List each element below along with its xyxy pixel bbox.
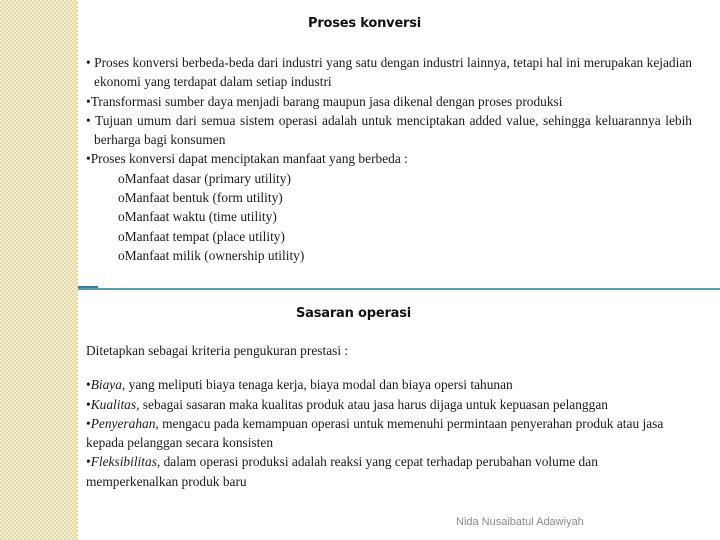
sub-list-item: oManfaat dasar (primary utility)	[118, 170, 291, 186]
criteria-term: Fleksibilitas,	[90, 454, 161, 470]
sub-list-item: oManfaat tempat (place utility)	[118, 228, 285, 244]
bullet-mark: •	[86, 396, 91, 412]
sasaran-operasi-content	[86, 341, 686, 491]
sub-bullet-mark: o	[118, 190, 125, 206]
sub-list-item: oManfaat bentuk (form utility)	[118, 190, 283, 206]
proses-konversi-content	[86, 53, 692, 265]
criteria-item: •Fleksibilitas, dalam operasi produksi adalah reaksi yang cepat terhadap perubahan volume dan memperkenalkan produk baru	[86, 454, 598, 489]
bullet-mark: •	[86, 377, 91, 393]
bullet-mark: •	[86, 454, 91, 470]
bullet-mark: •	[86, 93, 91, 109]
section-divider	[78, 288, 720, 290]
bullet-mark: •	[86, 415, 91, 431]
criteria-item: •Penyerahan, mengacu pada kemampuan operasi untuk memenuhi permintaan penyerahan produk atau jasa kepada pelanggan secara konsisten	[86, 415, 664, 451]
decorative-side-pattern	[0, 0, 78, 540]
criteria-term: Penyerahan,	[90, 415, 159, 431]
bullet-item: •Transformasi sumber daya menjadi barang maupun jasa dikenal dengan proses produksi	[86, 93, 563, 109]
sub-bullet-mark: o	[118, 228, 125, 244]
criteria-term: Biaya,	[90, 377, 126, 393]
bullet-item: •Proses konversi dapat menciptakan manfaat yang berbeda :	[86, 151, 408, 167]
bullet-item: • Proses konversi berbeda-beda dari industri yang satu dengan industri lainnya, tetapi hal ini merupakan kejadian ekonomi yang terdapat dalam setiap industri	[86, 55, 692, 90]
criteria-term: Kualitas,	[90, 396, 140, 412]
sub-bullet-mark: o	[118, 209, 125, 225]
footer-author: Nida Nusaibatul Adawiyah	[456, 516, 584, 528]
sub-bullet-mark: o	[118, 247, 125, 263]
sub-bullet-mark: o	[118, 170, 125, 186]
section-title-sasaran-operasi: Sasaran operasi	[296, 306, 412, 321]
intro-text: Ditetapkan sebagai kriteria pengukuran prestasi :	[86, 343, 349, 358]
bullet-item: • Tujuan umum dari semua sistem operasi adalah untuk menciptakan added value, sehingga keluarannya lebih berharga bagi konsumen	[86, 112, 692, 148]
sub-list-item: oManfaat waktu (time utility)	[118, 209, 277, 225]
bullet-mark: •	[86, 151, 91, 167]
sub-list-item: oManfaat milik (ownership utility)	[118, 247, 305, 263]
criteria-item: •Kualitas, sebagai sasaran maka kualitas produk atau jasa harus dijaga untuk kepuasan pelanggan	[86, 396, 608, 412]
bullet-mark: •	[86, 55, 91, 70]
criteria-item: •Biaya, yang meliputi biaya tenaga kerja, biaya modal dan biaya opersi tahunan	[86, 377, 513, 393]
bullet-mark: •	[86, 112, 91, 128]
section-title-proses-konversi: Proses konversi	[308, 16, 422, 31]
